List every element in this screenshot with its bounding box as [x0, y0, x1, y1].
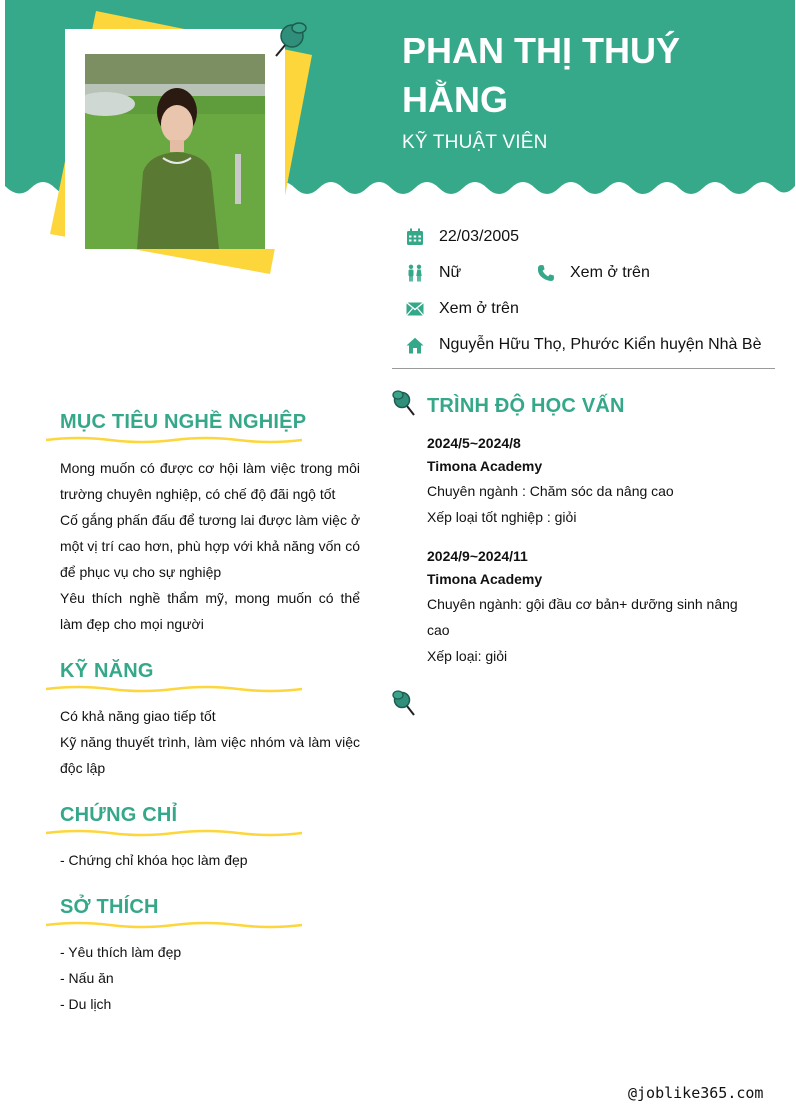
contact-birthday: [404, 226, 519, 248]
skills-underline: [46, 684, 304, 694]
address-value: Nguyễn Hữu Thọ, Phước Kiển huyện Nhà Bè: [439, 336, 762, 353]
certificates-title: CHỨNG CHỈ: [60, 804, 178, 826]
objective-text: [60, 455, 360, 637]
skills-line: Kỹ năng thuyết trình, làm việc nhóm và làm việc độc lập: [60, 734, 360, 776]
pin-icon: [268, 16, 308, 67]
job-title: KỸ THUẬT VIÊN: [402, 132, 548, 153]
contact-email: [404, 298, 519, 320]
email-value: Xem ở trên: [439, 300, 519, 317]
objective-underline: [46, 435, 304, 445]
birthday-value: 22/03/2005: [439, 228, 520, 245]
pin-icon: [392, 689, 418, 722]
hobbies-title: SỞ THÍCH: [60, 896, 159, 918]
skills-line: Có khả năng giao tiếp tốt: [60, 708, 216, 724]
home-icon: [404, 334, 426, 356]
photo-frame: [65, 29, 285, 249]
skills-title: KỸ NĂNG: [60, 660, 154, 682]
education-school: Timona Academy: [427, 571, 543, 587]
mail-icon: [404, 298, 426, 320]
hobby-line: - Nấu ăn: [60, 970, 114, 986]
objective-title: MỤC TIÊU NGHỀ NGHIỆP: [60, 411, 307, 433]
avatar: [85, 54, 265, 249]
candidate-name: PHAN THỊ THUÝ HẰNG: [402, 30, 680, 120]
hobby-line: - Yêu thích làm đẹp: [60, 944, 182, 960]
certificates-underline: [46, 828, 304, 838]
education-major: Chuyên ngành: gội đầu cơ bản+ dưỡng sinh nâng cao: [427, 596, 738, 638]
footer-watermark: @joblike365.com: [628, 1084, 764, 1102]
contact-divider: [392, 368, 775, 369]
objective-line: Cố gắng phấn đấu để tương lai được làm việc ở một vị trí cao hơn, phù hợp với khả năng vốn có để phục vụ cho sự nghiệp: [60, 512, 361, 580]
education-school: Timona Academy: [427, 458, 543, 474]
education-major: Chuyên ngành : Chăm sóc da nâng cao: [427, 483, 674, 499]
gender-icon: [404, 262, 426, 284]
education-item: [427, 545, 747, 669]
contact-address: [404, 334, 761, 356]
calendar-icon: [404, 226, 426, 248]
education-period: 2024/5~2024/8: [427, 435, 521, 451]
contact-phone: [535, 262, 650, 284]
education-item: [427, 432, 757, 530]
phone-icon: [535, 262, 557, 284]
certificate-line: - Chứng chỉ khóa học làm đẹp: [60, 852, 248, 868]
contact-gender: [404, 262, 461, 284]
hobbies-text: [60, 939, 360, 1017]
gender-value: Nữ: [439, 264, 462, 281]
hobby-line: - Du lịch: [60, 996, 112, 1012]
certificates-text: [60, 847, 360, 873]
education-title: TRÌNH ĐỘ HỌC VẤN: [427, 395, 625, 417]
objective-line: Mong muốn có được cơ hội làm việc trong môi trường chuyên nghiệp, có chế độ đãi ngộ tốt: [60, 460, 360, 502]
education-grade: Xếp loại: giỏi: [427, 648, 508, 664]
skills-text: [60, 703, 360, 781]
hobbies-underline: [46, 920, 304, 930]
pin-icon: [392, 389, 418, 422]
objective-line: Yêu thích nghề thẩm mỹ, mong muốn có thể làm đẹp cho mọi người: [60, 590, 360, 632]
education-period: 2024/9~2024/11: [427, 548, 528, 564]
phone-value: Xem ở trên: [570, 264, 650, 281]
education-grade: Xếp loại tốt nghiệp : giỏi: [427, 509, 577, 525]
